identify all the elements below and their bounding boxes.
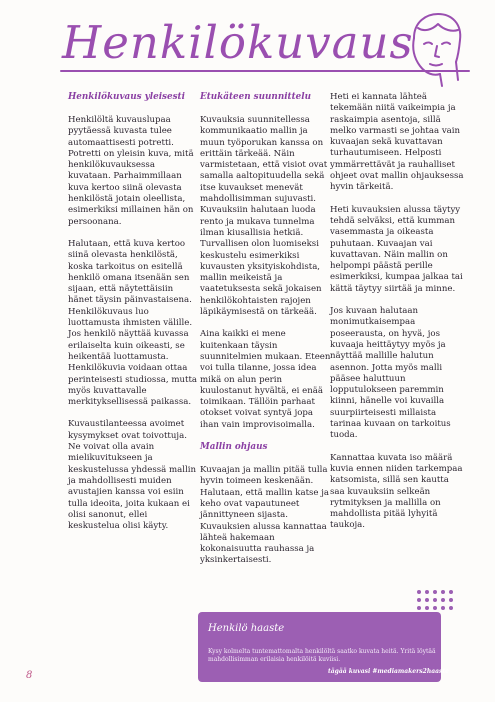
challenge-box — [198, 612, 449, 682]
paragraph: Kuvaustilanteessa avoimet kysymykset ovat toivottuja. Ne voivat olla avain mielikuvitukseen ja keskustelussa yhdessä mallin ja mahdollisesti muiden avustajien kanssa voi esiin tulla ideoita, joita kukaan ei olisi sanonut, ellei keskustelua olisi käyty. — [68, 419, 197, 532]
section-heading: Henkilökuvaus yleisesti — [68, 92, 185, 102]
section-heading: Etukäteen suunnittelu — [200, 92, 312, 102]
paragraph: Halutaan, että kuva kertoo siinä olevasta henkilöstä, koska tarkoitus on esitellä henkilö omana itsenään sen sijaan, että näytettäisiin hänet täysin päinvastaisena. Henkilökuvaus luo luottamusta ihmisten välille. Jos henkilö näyttää kuvassa erilaiselta kuin oikeasti, se heikentää luottamusta. Henkilökuvia voidaan ottaa perinteisesti studiossa, mutta myös kuvattavalle merkityksellisessä paikassa. — [68, 238, 198, 408]
paragraph: Heti ei kannata lähteä tekemään niitä vaikeimpia ja raskaimpia asentoja, sillä melko varmasti se johtaa vain kuvaajan sekä kuvattavan turhautumiseen. Helposti ymmärrettävät ja rauhalliset ohjeet ovat mallin ohjauksessa hyvin tärkeitä. — [330, 92, 464, 193]
paragraph: Heti kuvauksien alussa täytyy tehdä selväksi, että kumman vasemmasta ja oikeasta puhutaan. Kuvaajan vai kuvattavan. Näin mallin on helpompi päästä perille esimerkiksi, kumpaa jalkaa tai kättä täytyy siirtää ja minne. — [330, 204, 463, 294]
page-number: 8 — [26, 670, 33, 681]
page-title: Henkilökuvaus — [62, 16, 414, 69]
column-2 — [200, 92, 332, 578]
challenge-title: Henkilö haaste — [208, 623, 285, 634]
challenge-text: Kysy kolmelta tuntemattomalta henkilöltä saatko kuvata heitä. Yritä löytää mahdollisimman erilaisia henkilöitä kuviisi. — [208, 648, 436, 663]
column-1 — [68, 92, 200, 543]
paragraph: Kuvaajan ja mallin pitää tulla hyvin toimeen keskenään. Halutaan, että mallin katse ja keho ovat vapautuneet jännittyneen sijasta. Kuvauksien alussa kannattaa lähteä hakemaan kokonaisuutta rauhassa ja yksinkertaisesti. — [200, 465, 330, 566]
challenge-hashtag: tägää kuvasi #mediamakers2haaste — [328, 668, 449, 675]
face-outline-icon — [400, 10, 468, 88]
paragraph: Kuvauksia suunnitellessa kommunikaatio mallin ja muun työporukan kanssa on erittäin tärkeää. Näin varmistetaan, että visiot ovat samalla aaltopituudella sekä itse kuvaukset menevät mahdollisimman sujuvasti. Kuvauksiin halutaan luoda rento ja mukava tunnelma ilman kiusallisia hetkiä. Turvallisen olon luomiseksi keskustelu esimerkiksi kuvausten yksityiskohdista, mallin meikeistä ja vaatetuksesta sekä jokaisen henkilökohtaisten rajojen läpikäymisestä on tärkeää. — [200, 115, 328, 318]
section-heading: Mallin ohjaus — [200, 442, 268, 453]
paragraph: Aina kaikki ei mene kuitenkaan täysin suunnitelmien mukaan. Eteen voi tulla tilanne, jossa idea mikä on alun perin kuulostanut hyvältä, ei enää toimikaan. Tällöin parhaat otokset voivat syntyä jopa ihan vain improvisoimalla. — [200, 329, 331, 430]
paragraph: Kannattaa kuvata iso määrä kuvia ennen niiden tarkempaa katsomista, sillä sen kautta saa kuvauksiin selkeän rytmityksen ja mallilla on mahdollista pitää lyhyitä taukoja. — [330, 452, 463, 531]
paragraph: Jos kuvaan halutaan monimutkaisempaa poseerausta, on hyvä, jos kuvaaja heittäytyy myös ja näyttää mallille halutun asennon. Jotta myös malli pääsee haluttuun lopputulokseen paremmin kiinni, hänelle voi kuvailla suurpiirteisesti millaista tarinaa kuvaan on tarkoitus tuoda. — [330, 306, 451, 441]
paragraph: Henkilöltä kuvauslupaa pyytäessä kuvasta tulee automaattisesti potretti. Potretti on yleisin kuva, mitä henkilökuvauksessa kuvataan. Parhaimmillaan kuva kertoo siinä olevasta henkilöstä jotain oleellista, esimerkiksi millainen hän on persoonana. — [68, 115, 194, 227]
column-3 — [330, 92, 465, 543]
